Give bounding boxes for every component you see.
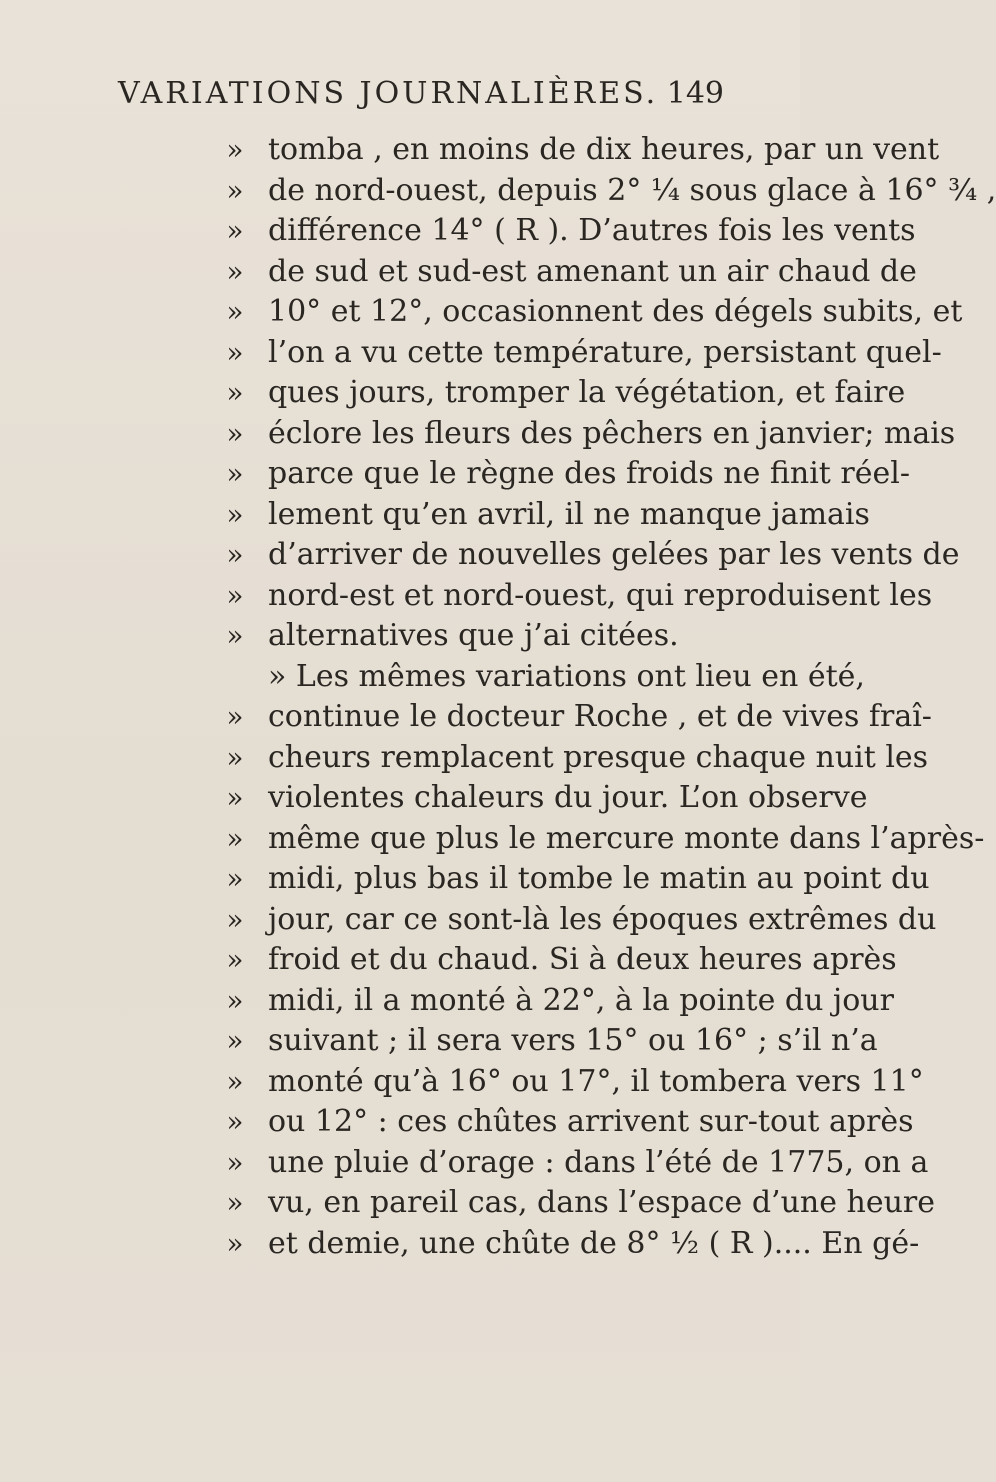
quote-mark: » (226, 578, 244, 612)
quote-mark: » (226, 497, 244, 531)
line-text: monté qu’à 16° ou 17°, il tombera vers 11° (268, 1063, 924, 1099)
quote-mark: » (226, 376, 244, 409)
line-text: même que plus le mercure monte dans l’après- (268, 820, 985, 856)
line-text: l’on a vu cette température, persistant quel- (268, 334, 942, 370)
line-text: ques jours, tromper la végétation, et faire (268, 375, 906, 410)
line-text: suivant ; il sera vers 15° ou 16° ; s’il n’a (268, 1023, 878, 1058)
quote-mark: » (226, 619, 244, 652)
text-line (226, 819, 985, 860)
line-text: jour, car ce sont-là les époques extrêmes du (268, 901, 937, 937)
text-line (226, 576, 933, 617)
text-line (226, 130, 940, 171)
text-line (226, 535, 960, 576)
text-line (226, 738, 929, 779)
page-header (118, 76, 724, 120)
line-text: parce que le règne des froids ne finit réel- (268, 456, 910, 491)
quote-mark: » (226, 538, 244, 571)
text-line (226, 940, 897, 981)
quote-mark: » (226, 1105, 244, 1138)
text-line (226, 1102, 914, 1143)
line-text: cheurs remplacent presque chaque nuit les (268, 739, 929, 775)
text-line (226, 697, 932, 738)
line-text: de sud et sud-est amenant un air chaud de (268, 253, 917, 289)
text-line (226, 333, 942, 374)
quote-mark: » (226, 740, 244, 774)
text-line (268, 657, 865, 698)
text-line (226, 778, 868, 819)
text-line (226, 1062, 924, 1103)
body-text (226, 130, 996, 1264)
line-text: tomba , en moins de dix heures, par un vent (268, 132, 940, 167)
quote-mark: » (226, 1186, 244, 1219)
text-line (226, 171, 996, 212)
quote-mark: » (226, 821, 244, 855)
line-text: alternatives que j’ai citées. (268, 618, 679, 653)
text-line (226, 900, 937, 941)
quote-mark: » (226, 700, 244, 733)
line-text: et demie, une chûte de 8° ½ ( R ).... En gé- (268, 1225, 920, 1261)
page-number: 149 (666, 76, 724, 111)
line-text: 10° et 12°, occasionnent des dégels subits, et (268, 294, 963, 329)
quote-mark: » (226, 335, 244, 369)
quote-mark: » (226, 416, 244, 450)
line-text: froid et du chaud. Si à deux heures après (268, 942, 897, 977)
quote-mark: » (226, 1064, 244, 1098)
line-text: nord-est et nord-ouest, qui reproduisent les (268, 577, 933, 613)
line-text: » Les mêmes variations ont lieu en été, (268, 658, 865, 694)
line-text: midi, plus bas il tombe le matin au point du (268, 861, 930, 896)
line-text: vu, en pareil cas, dans l’espace d’une heure (268, 1185, 935, 1220)
line-text: violentes chaleurs du jour. L’on observe (268, 780, 868, 815)
text-line (226, 1224, 920, 1265)
quote-mark: » (226, 254, 244, 288)
text-line (226, 414, 956, 455)
quote-mark: » (226, 214, 244, 247)
text-line (226, 211, 916, 252)
text-line (226, 1021, 878, 1062)
quote-mark: » (226, 1145, 244, 1179)
line-text: lement qu’en avril, il ne manque jamais (268, 496, 870, 532)
text-line (226, 292, 963, 333)
running-head: VARIATIONS JOURNALIÈRES. (118, 76, 659, 111)
text-line (226, 454, 910, 495)
text-line (226, 1183, 935, 1224)
text-line (226, 373, 906, 414)
line-text: continue le docteur Roche , et de vives fraî- (268, 699, 932, 734)
quote-mark: » (226, 1226, 244, 1260)
text-line (226, 495, 870, 536)
line-text: une pluie d’orage : dans l’été de 1775, on a (268, 1144, 929, 1180)
quote-mark: » (226, 133, 244, 166)
line-text: d’arriver de nouvelles gelées par les vents de (268, 537, 960, 572)
text-line (226, 859, 930, 900)
text-line (226, 981, 894, 1022)
line-text: ou 12° : ces chûtes arrivent sur-tout après (268, 1104, 914, 1139)
quote-mark: » (226, 1024, 244, 1057)
line-text: de nord-ouest, depuis 2° ¼ sous glace à 16° ¾ , (268, 172, 996, 208)
quote-mark: » (226, 457, 244, 490)
text-line (226, 252, 917, 293)
text-line (226, 616, 783, 657)
quote-mark: » (226, 983, 244, 1017)
quote-mark: » (226, 295, 244, 328)
line-text: différence 14° ( R ). D’autres fois les vents (268, 213, 916, 248)
line-text: éclore les fleurs des pêchers en janvier; mais (268, 415, 956, 451)
quote-mark: » (226, 173, 244, 207)
text-line (226, 1143, 929, 1184)
quote-mark: » (226, 781, 244, 814)
line-text: midi, il a monté à 22°, à la pointe du jour (268, 982, 894, 1018)
quote-mark: » (226, 902, 244, 936)
quote-mark: » (226, 943, 244, 976)
quote-mark: » (226, 862, 244, 895)
